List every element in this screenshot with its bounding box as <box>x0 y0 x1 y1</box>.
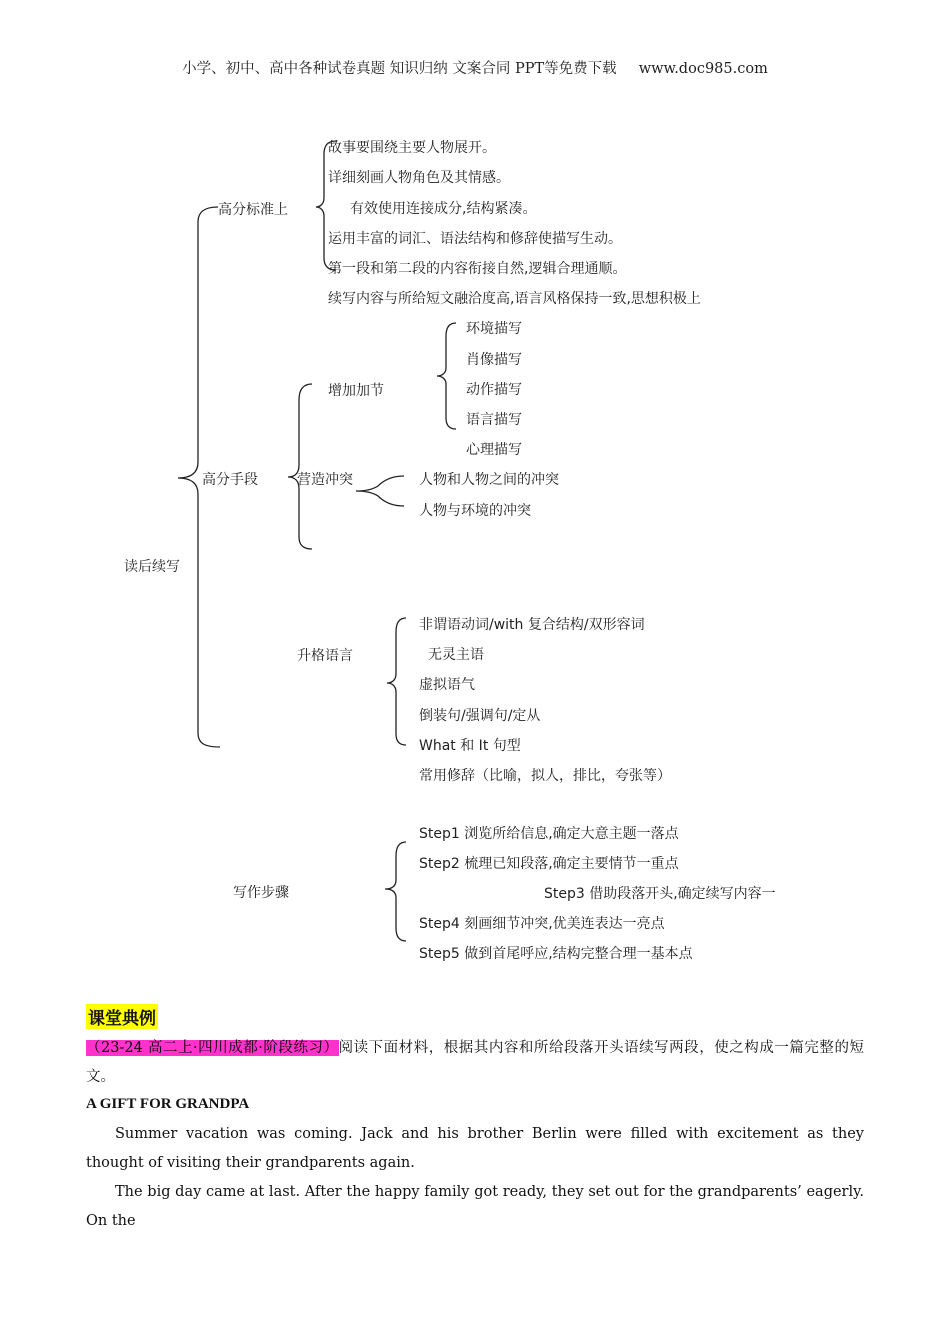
language-bracket <box>387 618 406 745</box>
standard-bracket <box>316 141 336 270</box>
standard-item: 第一段和第二段的内容衔接自然,逻辑合理通顺。 <box>328 261 627 277</box>
step-item: Step3 借助段落开头,确定续写内容一 <box>544 886 776 902</box>
standard-item: 故事要围绕主要人物展开。 <box>328 140 496 156</box>
header-url[interactable]: www.doc985.com <box>638 61 768 77</box>
standard-item: 有效使用连接成分,结构紧凑。 <box>350 201 537 217</box>
conflict-item: 人物和人物之间的冲突 <box>419 472 559 488</box>
source-badge: （23-24 高二上·四川成都·阶段练习） <box>86 1040 339 1056</box>
language-item: 虚拟语气 <box>419 677 475 693</box>
header-text: 小学、初中、高中各种试卷真题 知识归纳 文案合同 PPT等免费下载 <box>182 61 617 77</box>
mindmap-root: 读后续写 <box>124 559 180 575</box>
step-item: Step1 浏览所给信息,确定大意主题一落点 <box>419 826 679 842</box>
conflict-bracket <box>356 476 404 506</box>
standard-item: 续写内容与所给短文融洽度高,语言风格保持一致,思想积极上 <box>328 291 701 307</box>
step-item: Step4 刻画细节冲突,优美连表达一亮点 <box>419 916 665 932</box>
detail-bracket <box>437 323 456 429</box>
standard-item: 运用丰富的词汇、语法结构和修辞使描写生动。 <box>328 231 622 247</box>
branch-language-label: 升格语言 <box>297 648 353 664</box>
detail-item: 环境描写 <box>466 321 522 337</box>
branch-steps-label: 写作步骤 <box>233 885 289 901</box>
passage-paragraph: Summer vacation was coming. Jack and his brother Berlin were filled with excitement as they thought of visiting their grandparents again. <box>86 1126 864 1171</box>
section-title: 课堂典例 <box>86 1004 158 1029</box>
language-item: 常用修辞（比喻，拟人，排比，夸张等） <box>419 768 671 784</box>
language-item: What 和 It 句型 <box>419 738 521 754</box>
detail-label: 增加加节 <box>328 383 384 399</box>
steps-bracket <box>385 842 406 941</box>
passage-paragraph: The big day came at last. After the happy family got ready, they set out for the grandparents’ eagerly. On the <box>86 1184 864 1229</box>
detail-item: 语言描写 <box>466 412 522 428</box>
language-item: 无灵主语 <box>428 647 484 663</box>
branch-methods-label: 高分手段 <box>202 472 258 488</box>
language-item: 非谓语动词/with 复合结构/双形容词 <box>419 617 645 633</box>
branch-standard-label: 高分标准上 <box>218 202 288 218</box>
conflict-item: 人物与环境的冲突 <box>419 503 531 519</box>
step-item: Step5 做到首尾呼应,结构完整合理一基本点 <box>419 946 693 962</box>
standard-item: 详细刻画人物角色及其情感。 <box>328 170 510 186</box>
detail-item: 心理描写 <box>466 442 522 458</box>
step-item: Step2 梳理已知段落,确定主要情节一重点 <box>419 856 679 872</box>
language-item: 倒装句/强调句/定从 <box>419 708 541 724</box>
methods-bracket <box>288 384 312 549</box>
instruction-paragraph <box>86 1034 864 1092</box>
instruction-text: 阅读下面材料，根据其内容和所给段落开头语续写两段，使之构成一篇完整的短文。 <box>86 1040 864 1085</box>
detail-item: 动作描写 <box>466 382 522 398</box>
passage-title: A GIFT FOR GRANDPA <box>86 1096 250 1112</box>
conflict-label: 营造冲突 <box>297 472 353 488</box>
detail-item: 肖像描写 <box>466 352 522 368</box>
